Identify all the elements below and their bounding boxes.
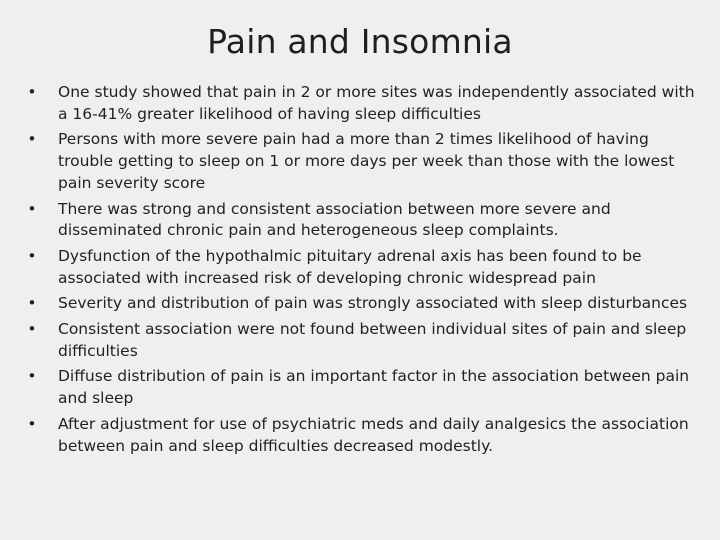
bullet-marker-icon: • [27,246,37,265]
bullet-text: Dysfunction of the hypothalmic pituitary adrenal axis has been found to be associated with increased risk of developing chronic widespread pain [58,246,642,287]
bullet-text: Consistent association were not found between individual sites of pain and sleep difficulties [58,320,687,360]
bullet-list [26,82,706,461]
bullet-text: Diffuse distribution of pain is an important factor in the association between pain and sleep [58,367,690,408]
bullet-text: Persons with more severe pain had a more than 2 times likelihood of having trouble getting to sleep on 1 or more days per week than those with the lowest pain severity score [58,130,675,192]
bullet-marker-icon: • [27,83,37,101]
bullet-item [26,129,706,194]
bullet-marker-icon: • [27,294,37,313]
bullet-item [26,199,706,242]
bullet-marker-icon: • [27,320,37,339]
bullet-item [26,293,706,315]
bullet-marker-icon: • [27,367,37,386]
bullet-item [26,414,706,457]
bullet-marker-icon: • [27,199,37,218]
bullet-marker-icon: • [27,414,37,433]
bullet-text: After adjustment for use of psychiatric meds and daily analgesics the association between pain and sleep difficulties decreased modestly. [58,414,689,455]
bullet-item [26,366,706,409]
bullet-text: One study showed that pain in 2 or more sites was independently associated with a 16-41% greater likelihood of having sleep difficulties [58,83,695,123]
slide-title: Pain and Insomnia [207,22,513,61]
bullet-text: Severity and distribution of pain was strongly associated with sleep disturbances [58,294,688,313]
bullet-text: There was strong and consistent association between more severe and disseminated chronic pain and heterogeneous sleep complaints. [58,199,611,240]
bullet-item [26,82,706,125]
bullet-item [26,319,706,362]
bullet-item [26,246,706,289]
bullet-marker-icon: • [27,130,37,149]
